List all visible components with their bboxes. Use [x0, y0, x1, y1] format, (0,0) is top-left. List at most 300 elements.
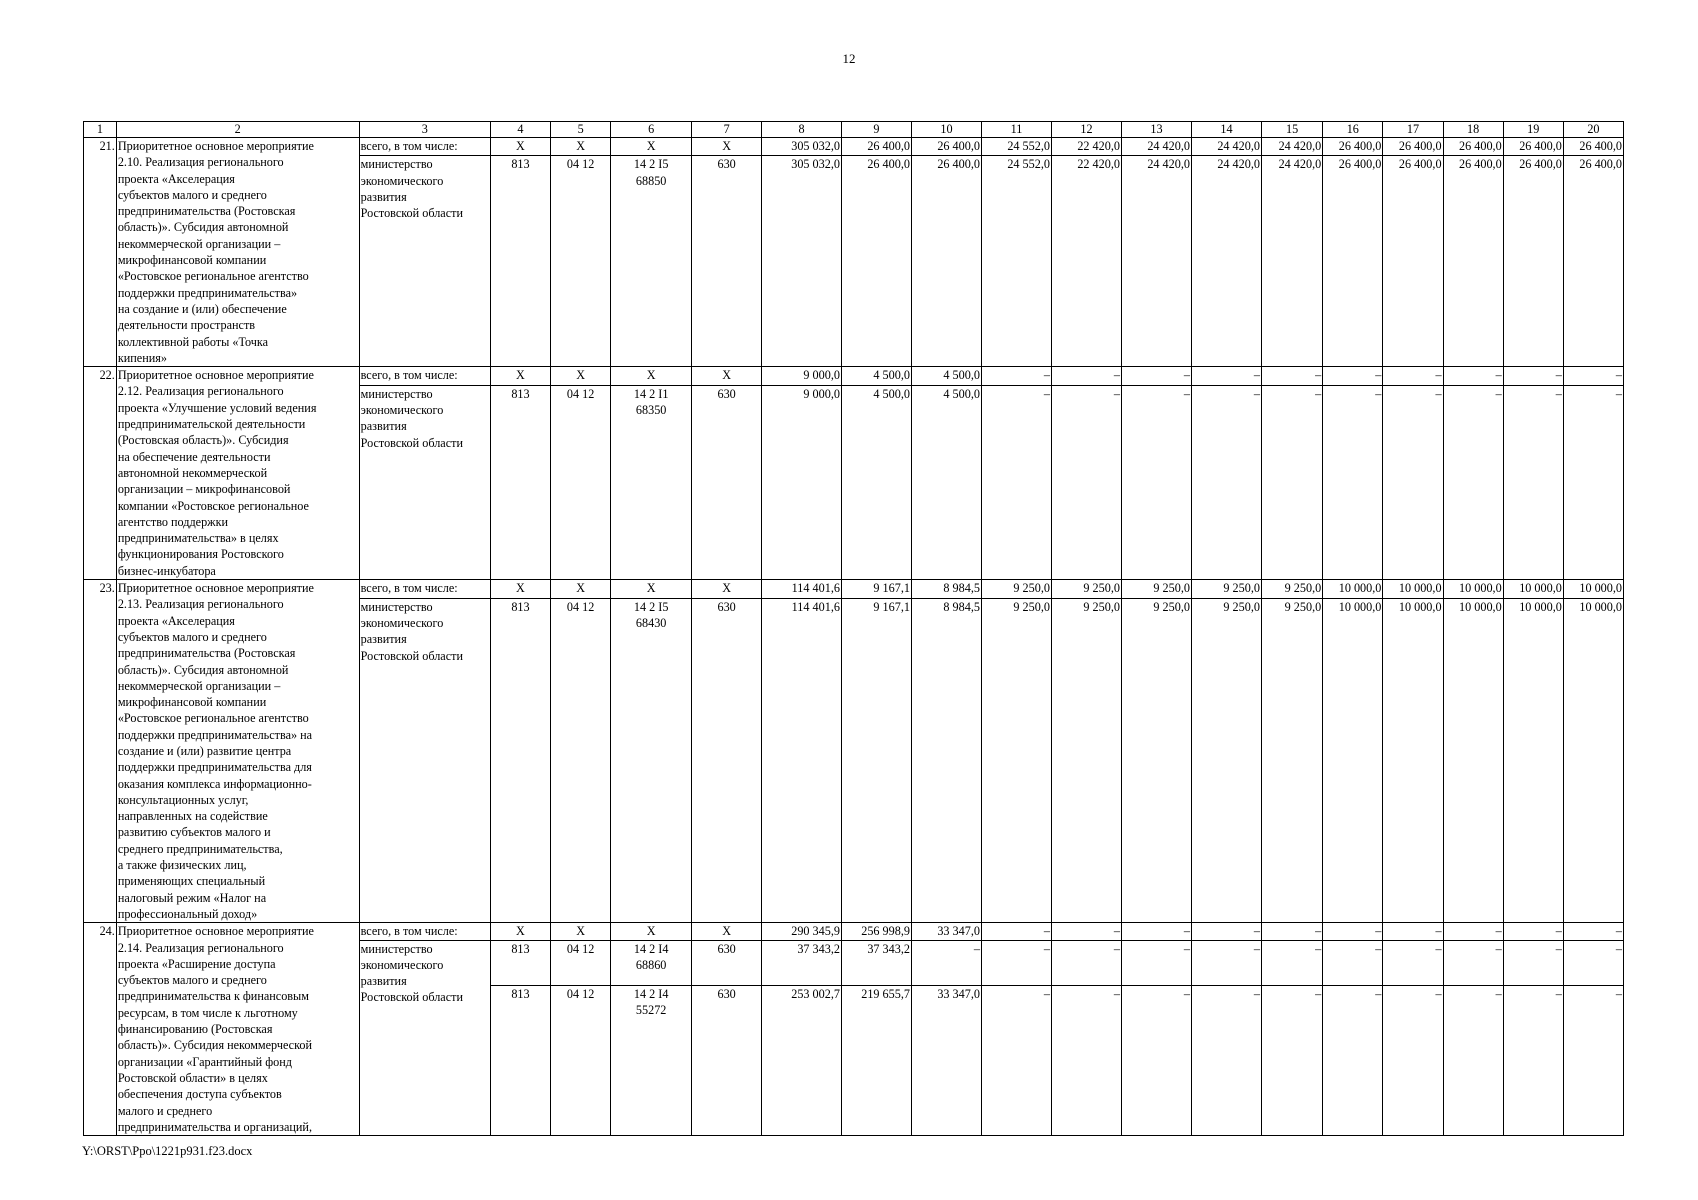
description-line: предпринимательства к финансовым	[117, 989, 309, 1004]
description-line: функционирования Ростовского	[117, 547, 284, 562]
amount-cell: 22 420,0	[1051, 156, 1121, 367]
description-line: предпринимательства» в целях	[117, 531, 279, 546]
row-number: 23.	[84, 580, 117, 923]
amount-cell: –	[981, 367, 1051, 386]
amount-cell: 4 500,0	[911, 367, 981, 386]
budget-code-cell	[611, 156, 692, 367]
description-line: (Ростовская область)». Субсидия	[117, 433, 289, 448]
budget-code-cell: X	[490, 138, 550, 156]
budget-code-cell	[551, 598, 611, 923]
executor-cell	[359, 598, 490, 923]
amount-cell: 26 400,0	[1323, 156, 1383, 367]
description-line: организации «Гарантийный фонд	[117, 1054, 292, 1069]
column-number-header: 5	[551, 122, 611, 138]
row-number: 21.	[84, 138, 117, 367]
amount-cell: 10 000,0	[1443, 598, 1503, 923]
amount-cell: –	[1323, 385, 1383, 579]
code-line: 14 2 I4	[633, 987, 669, 1002]
amount-cell: 9 250,0	[981, 598, 1051, 923]
description-line: на создание и (или) обеспечение	[117, 301, 287, 316]
code-line: 630	[717, 599, 736, 614]
column-number-header: 17	[1383, 122, 1443, 138]
description-line: агентство поддержки	[117, 514, 229, 529]
amount-cell: 26 400,0	[911, 138, 981, 156]
description-line: «Ростовское региональное агентство	[117, 711, 309, 726]
table-row	[84, 580, 1624, 599]
description-line: развитию субъектов малого и	[117, 825, 271, 840]
amount-cell: 4 500,0	[841, 385, 911, 579]
description-line: поддержки предпринимательства»	[117, 285, 298, 300]
column-number-header: 19	[1503, 122, 1563, 138]
amount-cell: –	[911, 940, 981, 986]
amount-cell: 9 250,0	[1191, 580, 1261, 599]
amount-cell: 10 000,0	[1503, 598, 1563, 923]
amount-cell: 24 552,0	[981, 156, 1051, 367]
description-line: Приоритетное основное мероприятие	[117, 139, 314, 153]
budget-code-cell: X	[692, 367, 762, 386]
executor-line: Ростовской области	[360, 435, 463, 450]
description-line: предпринимательства и организаций,	[117, 1119, 312, 1134]
amount-cell: 10 000,0	[1323, 598, 1383, 923]
event-description	[116, 580, 359, 923]
amount-cell: –	[1191, 940, 1261, 986]
amount-cell: 9 167,1	[841, 598, 911, 923]
description-line: направленных на содействие	[117, 809, 268, 824]
budget-code-cell: X	[611, 580, 692, 599]
amount-cell: –	[1051, 385, 1121, 579]
budget-code-cell: X	[551, 138, 611, 156]
description-line: проекта «Расширение доступа	[117, 956, 276, 971]
amount-cell: 256 998,9	[841, 923, 911, 940]
amount-cell: 33 347,0	[911, 986, 981, 1136]
amount-cell: 24 420,0	[1191, 138, 1261, 156]
amount-cell: 8 984,5	[911, 580, 981, 599]
amount-cell: 9 250,0	[1121, 580, 1191, 599]
amount-cell: 9 250,0	[1051, 598, 1121, 923]
code-line: 630	[717, 386, 736, 401]
column-number-header: 11	[981, 122, 1051, 138]
code-line: 630	[717, 987, 736, 1002]
amount-cell: –	[1503, 940, 1563, 986]
column-number-header: 7	[692, 122, 762, 138]
column-number-header: 4	[490, 122, 550, 138]
amount-cell: –	[1503, 367, 1563, 386]
column-number-header: 14	[1191, 122, 1261, 138]
column-number-header: 18	[1443, 122, 1503, 138]
amount-cell: –	[1323, 986, 1383, 1136]
amount-cell: 37 343,2	[841, 940, 911, 986]
description-line: бизнес-инкубатора	[117, 563, 216, 578]
amount-cell: –	[1323, 940, 1383, 986]
executor-line: экономического	[360, 173, 444, 188]
executor-line: развития	[360, 974, 407, 989]
budget-code-cell	[551, 156, 611, 367]
total-label: всего, в том числе:	[359, 367, 490, 386]
amount-cell: –	[1191, 385, 1261, 579]
code-line: 630	[717, 941, 736, 956]
description-line: а также физических лиц,	[117, 858, 247, 873]
description-line: на обеспечение деятельности	[117, 449, 271, 464]
total-label: всего, в том числе:	[359, 923, 490, 940]
amount-cell: –	[981, 940, 1051, 986]
amount-cell: –	[1383, 940, 1443, 986]
description-line: налоговый режим «Налог на	[117, 890, 267, 905]
amount-cell: 253 002,7	[762, 986, 842, 1136]
description-line: субъектов малого и среднего	[117, 973, 267, 988]
table-row	[84, 138, 1624, 156]
budget-code-cell: X	[611, 923, 692, 940]
amount-cell: –	[1261, 367, 1322, 386]
description-line: область)». Субсидия автономной	[117, 662, 289, 677]
executor-line: Ростовской области	[360, 206, 463, 221]
executor-line: экономического	[360, 616, 444, 631]
amount-cell: 26 400,0	[1443, 156, 1503, 367]
budget-code-cell	[490, 940, 550, 986]
column-number-header: 2	[116, 122, 359, 138]
budget-code-cell: X	[551, 580, 611, 599]
amount-cell: 26 400,0	[1323, 138, 1383, 156]
amount-cell: –	[1383, 385, 1443, 579]
column-number-header: 6	[611, 122, 692, 138]
description-line: применяющих специальный	[117, 874, 266, 889]
description-line: «Ростовское региональное агентство	[117, 269, 309, 284]
code-line: 04 12	[566, 599, 595, 614]
budget-code-cell	[611, 986, 692, 1136]
amount-cell: –	[1191, 923, 1261, 940]
budget-code-cell	[611, 940, 692, 986]
executor-line: экономического	[360, 403, 444, 418]
amount-cell: 9 250,0	[1051, 580, 1121, 599]
amount-cell: –	[1323, 367, 1383, 386]
amount-cell: 26 400,0	[911, 156, 981, 367]
description-line: 2.12. Реализация регионального	[117, 384, 284, 399]
amount-cell: –	[1563, 940, 1623, 986]
budget-code-cell	[551, 940, 611, 986]
budget-code-cell: X	[692, 138, 762, 156]
code-line: 68350	[635, 403, 667, 418]
description-line: Ростовской области» в целях	[117, 1070, 268, 1085]
description-line: среднего предпринимательства,	[117, 841, 283, 856]
amount-cell: –	[1563, 367, 1623, 386]
description-line: компании «Ростовское региональное	[117, 498, 309, 513]
code-line: 630	[717, 157, 736, 172]
amount-cell: 26 400,0	[1443, 138, 1503, 156]
code-line: 68850	[635, 173, 667, 188]
footer-file-path: Y:\ORST\Ppo\1221p931.f23.docx	[82, 1144, 253, 1158]
amount-cell: 9 250,0	[981, 580, 1051, 599]
amount-cell: 26 400,0	[1503, 138, 1563, 156]
column-number-header: 15	[1261, 122, 1322, 138]
description-line: Приоритетное основное мероприятие	[117, 368, 314, 383]
description-line: малого и среднего	[117, 1103, 213, 1118]
amount-cell: 10 000,0	[1563, 580, 1623, 599]
code-line: 55272	[635, 1003, 667, 1018]
description-line: микрофинансовой компании	[117, 253, 267, 268]
column-number-header: 12	[1051, 122, 1121, 138]
column-number-header: 3	[359, 122, 490, 138]
amount-cell: –	[1261, 385, 1322, 579]
code-line: 813	[511, 941, 530, 956]
amount-cell: –	[1051, 367, 1121, 386]
description-line: организации – микрофинансовой	[117, 482, 291, 497]
amount-cell: 9 250,0	[1261, 580, 1322, 599]
amount-cell: –	[1121, 940, 1191, 986]
description-line: оказания комплекса информационно-	[117, 776, 312, 791]
executor-line: министерство	[360, 599, 433, 614]
code-line: 04 12	[566, 157, 595, 172]
amount-cell: 26 400,0	[1563, 138, 1623, 156]
event-description	[116, 923, 359, 1136]
table-row	[84, 367, 1624, 386]
amount-cell: 26 400,0	[1383, 138, 1443, 156]
budget-code-cell	[611, 385, 692, 579]
amount-cell: –	[1383, 986, 1443, 1136]
description-line: кипения»	[117, 350, 167, 365]
code-line: 14 2 I4	[633, 941, 669, 956]
amount-cell: –	[1443, 385, 1503, 579]
description-line: коллективной работы «Точка	[117, 334, 269, 349]
code-line: 14 2 I5	[633, 599, 669, 614]
description-line: предпринимательской деятельности	[117, 417, 306, 432]
amount-cell: 37 343,2	[762, 940, 842, 986]
column-number-header: 10	[911, 122, 981, 138]
amount-cell: 305 032,0	[762, 138, 842, 156]
description-line: профессиональный доход»	[117, 906, 258, 921]
amount-cell: 24 420,0	[1121, 138, 1191, 156]
amount-cell: –	[1383, 923, 1443, 940]
code-line: 813	[511, 599, 530, 614]
code-line: 68860	[635, 957, 667, 972]
amount-cell: –	[1261, 940, 1322, 986]
description-line: область)». Субсидия автономной	[117, 220, 289, 235]
amount-cell: –	[1383, 367, 1443, 386]
amount-cell: –	[1121, 367, 1191, 386]
code-line: 14 2 I5	[633, 157, 669, 172]
description-line: консультационных услуг,	[117, 792, 249, 807]
description-line: автономной некоммерческой	[117, 465, 268, 480]
amount-cell: 24 420,0	[1191, 156, 1261, 367]
code-line: 04 12	[566, 386, 595, 401]
executor-line: министерство	[360, 157, 433, 172]
budget-code-cell: X	[551, 923, 611, 940]
code-line: 68430	[635, 616, 667, 631]
executor-cell	[359, 156, 490, 367]
amount-cell: –	[1121, 923, 1191, 940]
code-line: 813	[511, 987, 530, 1002]
description-line: микрофинансовой компании	[117, 695, 267, 710]
budget-code-cell	[692, 156, 762, 367]
amount-cell: 9 250,0	[1191, 598, 1261, 923]
row-number: 24.	[84, 923, 117, 1136]
code-line: 813	[511, 386, 530, 401]
amount-cell: 26 400,0	[841, 138, 911, 156]
amount-cell: –	[1443, 986, 1503, 1136]
amount-cell: –	[1191, 986, 1261, 1136]
amount-cell: –	[1051, 986, 1121, 1136]
budget-code-cell	[490, 156, 550, 367]
description-line: субъектов малого и среднего	[117, 187, 267, 202]
amount-cell: –	[1261, 986, 1322, 1136]
budget-code-cell: X	[692, 923, 762, 940]
table-row	[84, 923, 1624, 940]
budget-code-cell	[692, 385, 762, 579]
description-line: создание и (или) развитие центра	[117, 743, 292, 758]
column-number-header: 20	[1563, 122, 1623, 138]
column-number-header: 1	[84, 122, 117, 138]
amount-cell: –	[1121, 385, 1191, 579]
budget-code-cell	[490, 598, 550, 923]
description-line: предпринимательства (Ростовская	[117, 646, 296, 661]
amount-cell: 10 000,0	[1563, 598, 1623, 923]
budget-code-cell: X	[692, 580, 762, 599]
amount-cell: 10 000,0	[1503, 580, 1563, 599]
amount-cell: 26 400,0	[1383, 156, 1443, 367]
executor-line: развития	[360, 419, 407, 434]
budget-code-cell: X	[490, 923, 550, 940]
amount-cell: –	[1191, 367, 1261, 386]
description-line: обеспечения доступа субъектов	[117, 1087, 282, 1102]
amount-cell: 10 000,0	[1383, 580, 1443, 599]
code-line: 14 2 I1	[633, 386, 669, 401]
description-line: проекта «Акселерация	[117, 613, 235, 628]
amount-cell: 24 420,0	[1121, 156, 1191, 367]
amount-cell: 4 500,0	[841, 367, 911, 386]
code-line: 04 12	[566, 941, 595, 956]
amount-cell: 22 420,0	[1051, 138, 1121, 156]
amount-cell: –	[981, 923, 1051, 940]
executor-line: развития	[360, 189, 407, 204]
budget-code-cell: X	[490, 580, 550, 599]
amount-cell: –	[981, 986, 1051, 1136]
budget-code-cell	[490, 986, 550, 1136]
amount-cell: –	[1261, 923, 1322, 940]
column-number-header: 9	[841, 122, 911, 138]
amount-cell: –	[1443, 940, 1503, 986]
description-line: проекта «Улучшение условий ведения	[117, 400, 317, 415]
table-body	[84, 122, 1624, 1136]
event-description	[116, 367, 359, 580]
executor-line: развития	[360, 632, 407, 647]
amount-cell: 305 032,0	[762, 156, 842, 367]
amount-cell: 9 250,0	[1121, 598, 1191, 923]
description-line: ресурсам, в том числе к льготному	[117, 1005, 298, 1020]
amount-cell: 26 400,0	[1563, 156, 1623, 367]
column-number-header: 13	[1121, 122, 1191, 138]
description-line: предпринимательства (Ростовская	[117, 204, 296, 219]
budget-code-cell: X	[611, 367, 692, 386]
budget-code-cell	[611, 598, 692, 923]
amount-cell: –	[981, 385, 1051, 579]
column-number-row	[84, 122, 1624, 138]
amount-cell: 24 552,0	[981, 138, 1051, 156]
description-line: 2.13. Реализация регионального	[117, 597, 284, 612]
amount-cell: 219 655,7	[841, 986, 911, 1136]
page-number: 12	[842, 51, 856, 66]
total-label: всего, в том числе:	[359, 138, 490, 156]
amount-cell: 290 345,9	[762, 923, 842, 940]
description-line: Приоритетное основное мероприятие	[117, 581, 314, 596]
description-line: поддержки предпринимательства» на	[117, 727, 313, 742]
executor-line: Ростовской области	[360, 990, 463, 1005]
amount-cell: 24 420,0	[1261, 138, 1322, 156]
amount-cell: 24 420,0	[1261, 156, 1322, 367]
executor-line: экономического	[360, 957, 444, 972]
description-line: 2.14. Реализация регионального	[117, 940, 284, 955]
amount-cell: –	[1563, 986, 1623, 1136]
executor-cell	[359, 385, 490, 579]
executor-line: министерство	[360, 386, 433, 401]
amount-cell: –	[1503, 923, 1563, 940]
executor-line: Ростовской области	[360, 648, 463, 663]
budget-code-cell	[692, 940, 762, 986]
amount-cell: –	[1503, 385, 1563, 579]
description-line: некоммерческой организации –	[117, 678, 281, 693]
budget-code-cell	[692, 986, 762, 1136]
amount-cell: 9 167,1	[841, 580, 911, 599]
amount-cell: –	[1563, 923, 1623, 940]
amount-cell: 114 401,6	[762, 598, 842, 923]
amount-cell: 26 400,0	[841, 156, 911, 367]
amount-cell: 9 250,0	[1261, 598, 1322, 923]
amount-cell: –	[1121, 986, 1191, 1136]
amount-cell: 8 984,5	[911, 598, 981, 923]
amount-cell: –	[1443, 923, 1503, 940]
amount-cell: –	[1503, 986, 1563, 1136]
description-line: субъектов малого и среднего	[117, 629, 267, 644]
amount-cell: 33 347,0	[911, 923, 981, 940]
amount-cell: 114 401,6	[762, 580, 842, 599]
amount-cell: –	[1443, 367, 1503, 386]
column-number-header: 16	[1323, 122, 1383, 138]
amount-cell: –	[1051, 940, 1121, 986]
amount-cell: 10 000,0	[1323, 580, 1383, 599]
budget-code-cell: X	[611, 138, 692, 156]
total-label: всего, в том числе:	[359, 580, 490, 599]
budget-code-cell	[551, 385, 611, 579]
budget-code-cell	[490, 385, 550, 579]
amount-cell: –	[1563, 385, 1623, 579]
budget-code-cell	[692, 598, 762, 923]
code-line: 813	[511, 157, 530, 172]
budget-code-cell	[551, 986, 611, 1136]
row-number: 22.	[84, 367, 117, 580]
event-description	[116, 138, 359, 367]
description-line: Приоритетное основное мероприятие	[117, 924, 314, 939]
executor-line: министерство	[360, 941, 433, 956]
amount-cell: 26 400,0	[1503, 156, 1563, 367]
amount-cell: –	[1323, 923, 1383, 940]
column-number-header: 8	[762, 122, 842, 138]
budget-code-cell: X	[490, 367, 550, 386]
budget-table	[83, 121, 1624, 1136]
executor-cell	[359, 940, 490, 1136]
amount-cell: 9 000,0	[762, 385, 842, 579]
amount-cell: 10 000,0	[1443, 580, 1503, 599]
description-line: некоммерческой организации –	[117, 236, 281, 251]
amount-cell: –	[1051, 923, 1121, 940]
budget-code-cell: X	[551, 367, 611, 386]
description-line: 2.10. Реализация регионального	[117, 155, 284, 170]
description-line: проекта «Акселерация	[117, 171, 235, 186]
amount-cell: 10 000,0	[1383, 598, 1443, 923]
description-line: финансированию (Ростовская	[117, 1022, 273, 1037]
description-line: область)». Субсидия некоммерческой	[117, 1038, 312, 1053]
code-line: 04 12	[566, 987, 595, 1002]
description-line: деятельности пространств	[117, 318, 256, 333]
amount-cell: 4 500,0	[911, 385, 981, 579]
amount-cell: 9 000,0	[762, 367, 842, 386]
description-line: поддержки предпринимательства для	[117, 760, 312, 775]
